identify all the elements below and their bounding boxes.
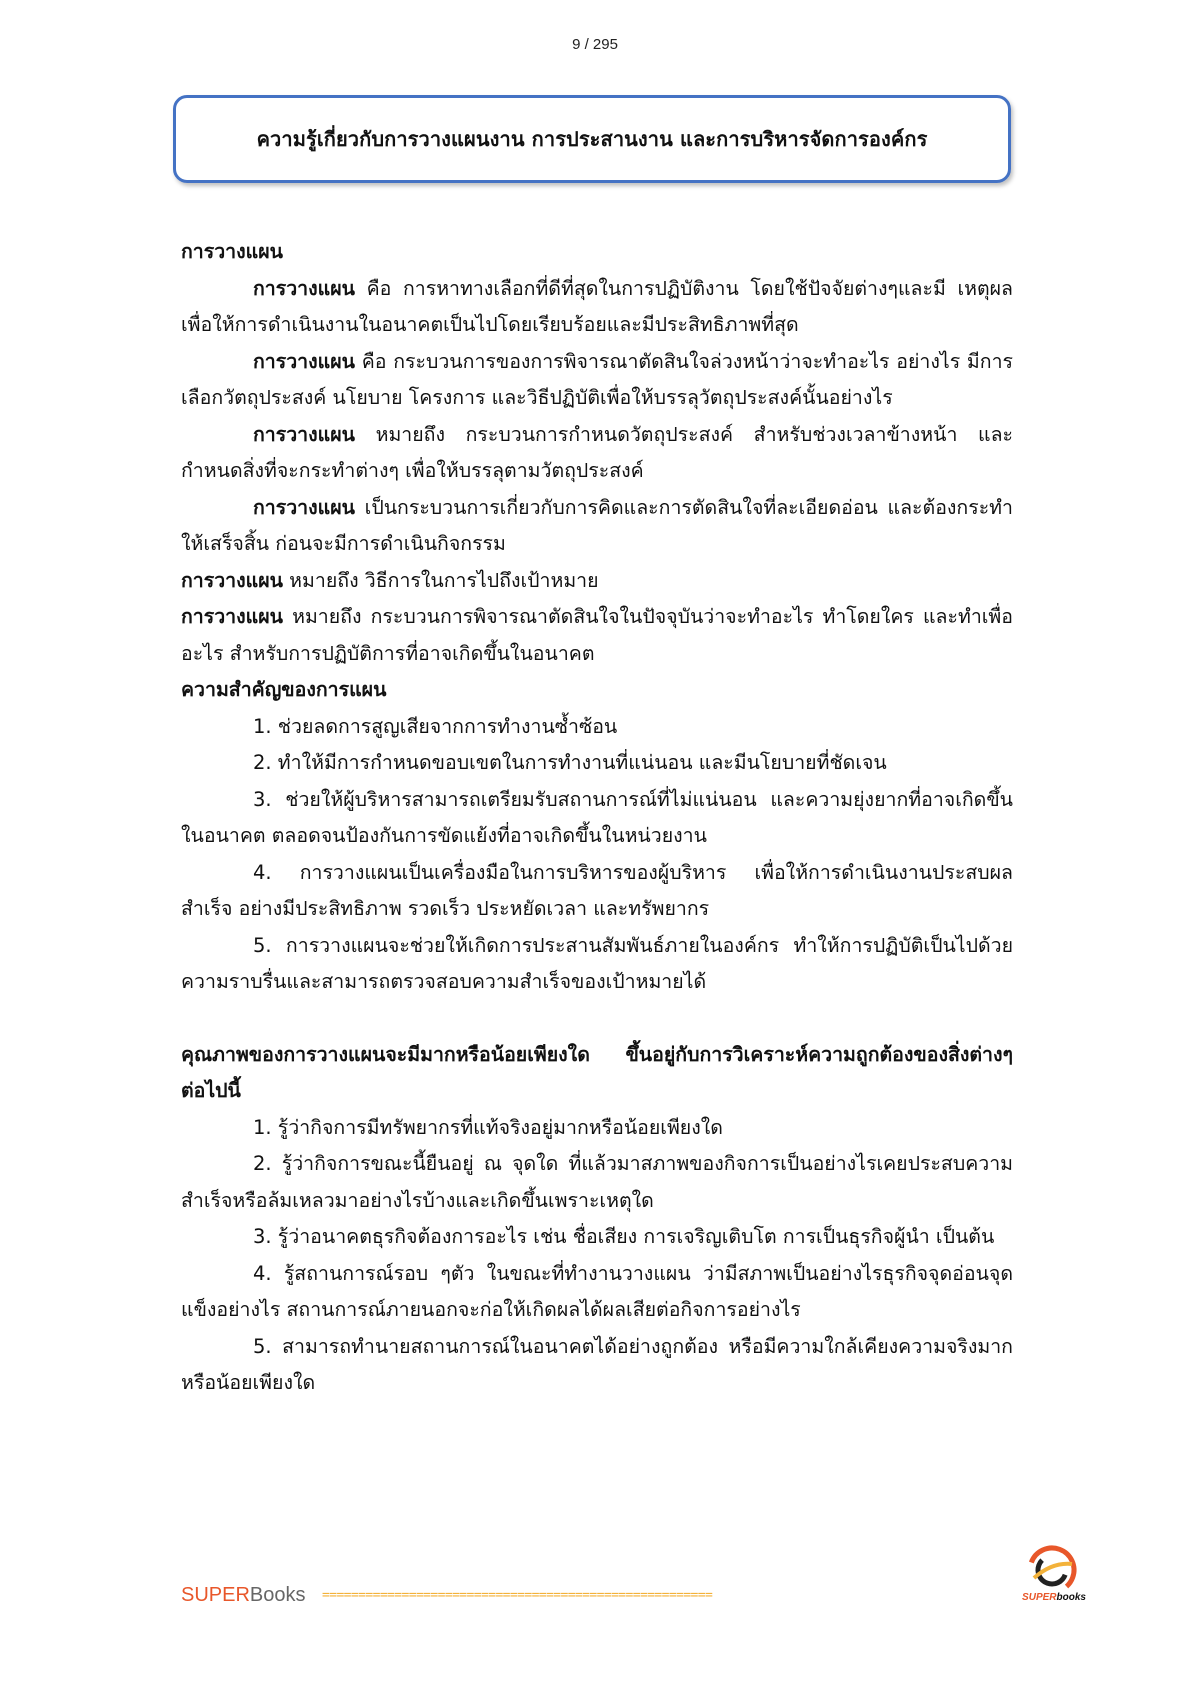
definition-text: หมายถึง วิธีการในการไปถึงเป้าหมาย: [282, 568, 599, 592]
list-item: 2. รู้ว่ากิจการขณะนี้ยืนอยู่ ณ จุดใด ที่แล้วมาสภาพของกิจการเป็นอย่างไรเคยประสบความสำเร็จหรือล้มเหลวมาอย่างไรบ้างและเกิดขึ้นเพราะเหตุใด: [181, 1152, 1013, 1212]
logo-wordmark: [1012, 1592, 1096, 1603]
list-item: 3. ช่วยให้ผู้บริหารสามารถเตรียมรับสถานการณ์ที่ไม่แน่นอน และความยุ่งยากที่อาจเกิดขึ้นในอนาคต ตลอดจนป้องกันการขัดแย้งที่อาจเกิดขึ้นในหน่วยงาน: [181, 787, 1013, 847]
section-heading-importance: ความสำคัญของการแผน: [181, 678, 387, 701]
list-item: 5. การวางแผนจะช่วยให้เกิดการประสานสัมพันธ์ภายในองค์กร ทำให้การปฏิบัติเป็นไปด้วยความราบรื่นและสามารถตรวจสอบความสำเร็จของเป้าหมายได้: [181, 933, 1013, 993]
footer-separator: ======================================================: [322, 1588, 713, 1603]
list-item: 1. ช่วยลดการสูญเสียจากการทำงานซ้ำซ้อน: [253, 714, 618, 738]
definition-text: หมายถึง กระบวนการกำหนดวัตถุประสงค์ สำหรับช่วงเวลาข้างหน้า และกำหนดสิ่งที่จะกระทำต่างๆ เพื่อให้บรรลุตามวัตถุประสงค์: [181, 422, 1013, 482]
definition-paragraph: [181, 563, 1013, 600]
list-item: 1. รู้ว่ากิจการมีทรัพยากรที่แท้จริงอยู่มากหรือน้อยเพียงใด: [253, 1115, 723, 1139]
page-title: ความรู้เกี่ยวกับการวางแผนงาน การประสานงาน และการบริหารจัดการองค์กร: [256, 127, 928, 151]
logo-wordmark-books: books: [1056, 1592, 1086, 1603]
footer-brand-super: SUPER: [181, 1584, 250, 1606]
definition-term: การวางแผน: [181, 568, 283, 592]
page-number: 9 / 295: [572, 36, 618, 53]
definition-text: คือ กระบวนการของการพิจารณาตัดสินใจล่วงหน้าว่าจะทำอะไร อย่างไร มีการเลือกวัตถุประสงค์ นโยบาย โครงการ และวิธีปฏิบัติเพื่อให้บรรลุวัตถุประสงค์นั้นอย่างไร: [181, 349, 1013, 409]
title-box: [173, 95, 1011, 183]
footer-brand: [181, 1584, 306, 1607]
list-item: 4. การวางแผนเป็นเครื่องมือในการบริหารของผู้บริหาร เพื่อให้การดำเนินงานประสบผลสำเร็จ อย่างมีประสิทธิภาพ รวดเร็ว ประหยัดเวลา และทรัพยากร: [181, 860, 1013, 920]
definition-term: การวางแผน: [253, 422, 355, 446]
definition-paragraph: [181, 271, 1013, 344]
list-item: 3. รู้ว่าอนาคตธุรกิจต้องการอะไร เช่น ชื่อเสียง การเจริญเติบโต การเป็นธุรกิจผู้นำ เป็นต้น: [253, 1225, 995, 1248]
list-item: 2. ทำให้มีการกำหนดขอบเขตในการทำงานที่แน่นอน และมีนโยบายที่ชัดเจน: [253, 751, 887, 774]
definition-text: หมายถึง กระบวนการพิจารณาตัดสินใจในปัจจุบันว่าจะทำอะไร ทำโดยใคร และทำเพื่ออะไร สำหรับการปฏิบัติการที่อาจเกิดขึ้นในอนาคต: [181, 605, 1013, 665]
definition-term: การวางแผน: [253, 276, 355, 300]
list-item: 5. สามารถทำนายสถานการณ์ในอนาคตได้อย่างถูกต้อง หรือมีความใกล้เคียงความจริงมากหรือน้อยเพียงใด: [181, 1334, 1013, 1394]
definition-paragraph: [181, 490, 1013, 563]
definition-term: การวางแผน: [253, 349, 355, 373]
footer-brand-books: Books: [249, 1584, 306, 1606]
section-spacer: [181, 1001, 1013, 1037]
document-body: [181, 234, 1013, 1402]
definition-term: การวางแผน: [253, 495, 355, 519]
definition-paragraph: [181, 344, 1013, 417]
definition-text: คือ การหาทางเลือกที่ดีที่สุดในการปฏิบัติงาน โดยใช้ปัจจัยต่างๆและมี เหตุผลเพื่อให้การดำเนินงานในอนาคตเป็นไปโดยเรียบร้อยและมีประสิทธิภาพที่สุด: [181, 276, 1013, 336]
definition-paragraph: [181, 417, 1013, 490]
section-heading-quality: คุณภาพของการวางแผนจะมีมากหรือน้อยเพียงใด ขึ้นอยู่กับการวิเคราะห์ความถูกต้องของสิ่งต่างๆ ต่อไปนี้: [181, 1042, 1013, 1102]
definition-paragraph: [181, 599, 1013, 672]
section-heading-planning: การวางแผน: [181, 240, 283, 263]
list-item: 4. รู้สถานการณ์รอบ ๆตัว ในขณะที่ทำงานวางแผน ว่ามีสภาพเป็นอย่างไรธุรกิจจุดอ่อนจุดแข็งอย่างไร สถานการณ์ภายนอกจะก่อให้เกิดผลได้ผลเสียต่อกิจการอย่างไร: [181, 1261, 1013, 1321]
logo-wordmark-super: SUPER: [1022, 1592, 1057, 1603]
definition-term: การวางแผน: [181, 605, 283, 628]
definition-text: เป็นกระบวนการเกี่ยวกับการคิดและการตัดสินใจที่ละเอียดอ่อน และต้องกระทำให้เสร็จสิ้น ก่อนจะมีการดำเนินกิจกรรม: [181, 495, 1013, 555]
